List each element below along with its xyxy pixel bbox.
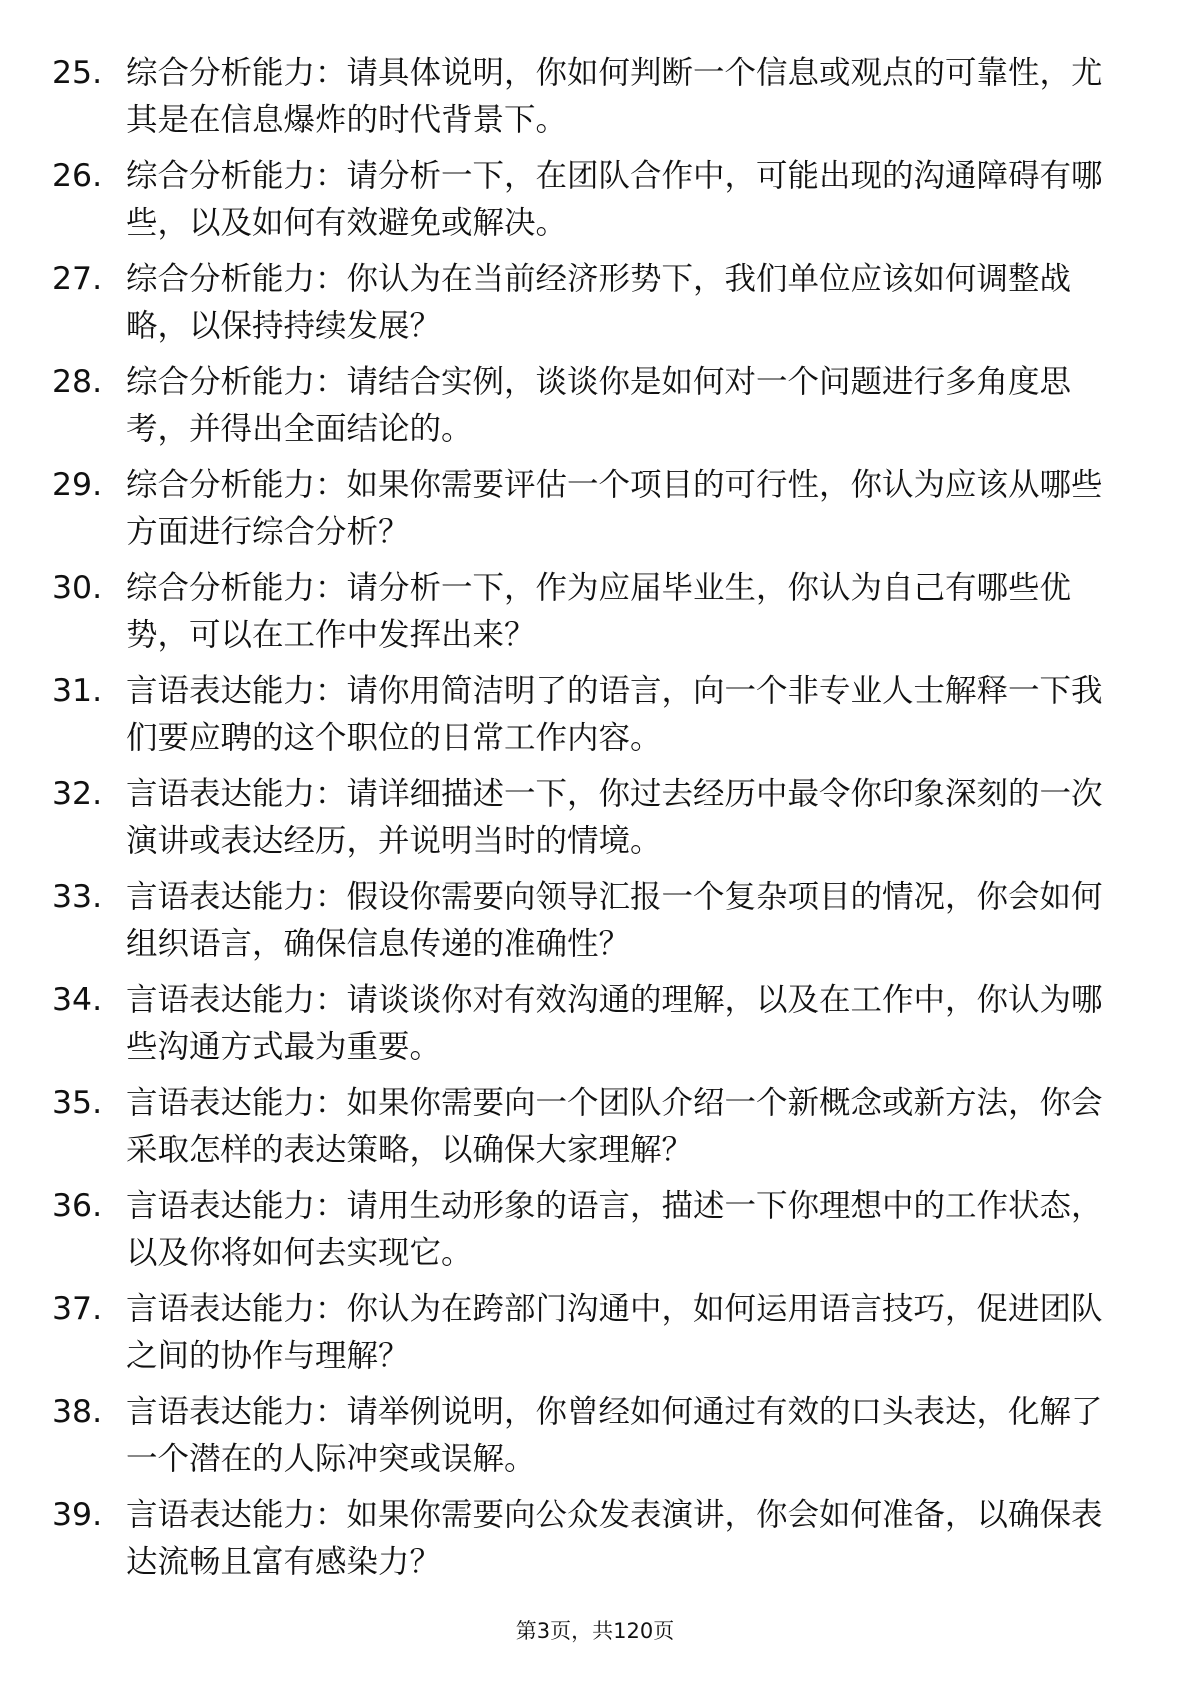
- question-text: 综合分析能力：你认为在当前经济形势下，我们单位应该如何调整战略，以保持持续发展？: [126, 261, 1072, 344]
- question-text: 综合分析能力：请分析一下，在团队合作中，可能出现的沟通障碍有哪些，以及如何有效避免或解决。: [126, 158, 1103, 241]
- question-number: 37.: [52, 1291, 103, 1327]
- question-number: 31.: [52, 673, 103, 709]
- question-number: 32.: [52, 776, 103, 812]
- page-footer: [0, 1615, 1190, 1645]
- question-item: [52, 359, 1127, 453]
- question-list: [52, 50, 1127, 1595]
- question-item: [52, 977, 1127, 1071]
- question-number: 39.: [52, 1497, 103, 1533]
- question-number: 26.: [52, 158, 103, 194]
- page-number-label: 第3页，共120页: [515, 1619, 675, 1643]
- question-number: 38.: [52, 1394, 103, 1430]
- question-text: 综合分析能力：请分析一下，作为应届毕业生，你认为自己有哪些优势，可以在工作中发挥出来？: [126, 570, 1072, 653]
- question-item: [52, 565, 1127, 659]
- question-item: [52, 874, 1127, 968]
- question-number: 29.: [52, 467, 103, 503]
- question-text: 言语表达能力：请举例说明，你曾经如何通过有效的口头表达，化解了一个潜在的人际冲突或误解。: [126, 1394, 1103, 1477]
- question-number: 28.: [52, 364, 103, 400]
- question-item: [52, 462, 1127, 556]
- question-item: [52, 153, 1127, 247]
- question-number: 30.: [52, 570, 103, 606]
- question-item: [52, 1492, 1127, 1586]
- question-item: [52, 1286, 1127, 1380]
- question-item: [52, 50, 1127, 144]
- question-item: [52, 256, 1127, 350]
- question-text: 综合分析能力：请具体说明，你如何判断一个信息或观点的可靠性，尤其是在信息爆炸的时代背景下。: [126, 55, 1103, 138]
- question-text: 言语表达能力：如果你需要向公众发表演讲，你会如何准备，以确保表达流畅且富有感染力？: [126, 1497, 1103, 1580]
- question-number: 35.: [52, 1085, 103, 1121]
- question-number: 25.: [52, 55, 103, 91]
- question-item: [52, 1183, 1127, 1277]
- question-text: 言语表达能力：请你用简洁明了的语言，向一个非专业人士解释一下我们要应聘的这个职位的日常工作内容。: [126, 673, 1103, 756]
- question-number: 36.: [52, 1188, 103, 1224]
- question-item: [52, 771, 1127, 865]
- question-text: 言语表达能力：请详细描述一下，你过去经历中最令你印象深刻的一次演讲或表达经历，并说明当时的情境。: [126, 776, 1103, 859]
- question-text: 言语表达能力：如果你需要向一个团队介绍一个新概念或新方法，你会采取怎样的表达策略，以确保大家理解？: [126, 1085, 1103, 1168]
- question-text: 综合分析能力：请结合实例，谈谈你是如何对一个问题进行多角度思考，并得出全面结论的。: [126, 364, 1072, 447]
- question-item: [52, 668, 1127, 762]
- question-text: 言语表达能力：请用生动形象的语言，描述一下你理想中的工作状态，以及你将如何去实现它。: [126, 1188, 1103, 1271]
- question-text: 综合分析能力：如果你需要评估一个项目的可行性，你认为应该从哪些方面进行综合分析？: [126, 467, 1103, 550]
- question-number: 27.: [52, 261, 103, 297]
- question-text: 言语表达能力：你认为在跨部门沟通中，如何运用语言技巧，促进团队之间的协作与理解？: [126, 1291, 1103, 1374]
- question-text: 言语表达能力：请谈谈你对有效沟通的理解，以及在工作中，你认为哪些沟通方式最为重要。: [126, 982, 1103, 1065]
- question-item: [52, 1080, 1127, 1174]
- question-text: 言语表达能力：假设你需要向领导汇报一个复杂项目的情况，你会如何组织语言，确保信息传递的准确性？: [126, 879, 1103, 962]
- question-number: 34.: [52, 982, 103, 1018]
- question-item: [52, 1389, 1127, 1483]
- question-number: 33.: [52, 879, 103, 915]
